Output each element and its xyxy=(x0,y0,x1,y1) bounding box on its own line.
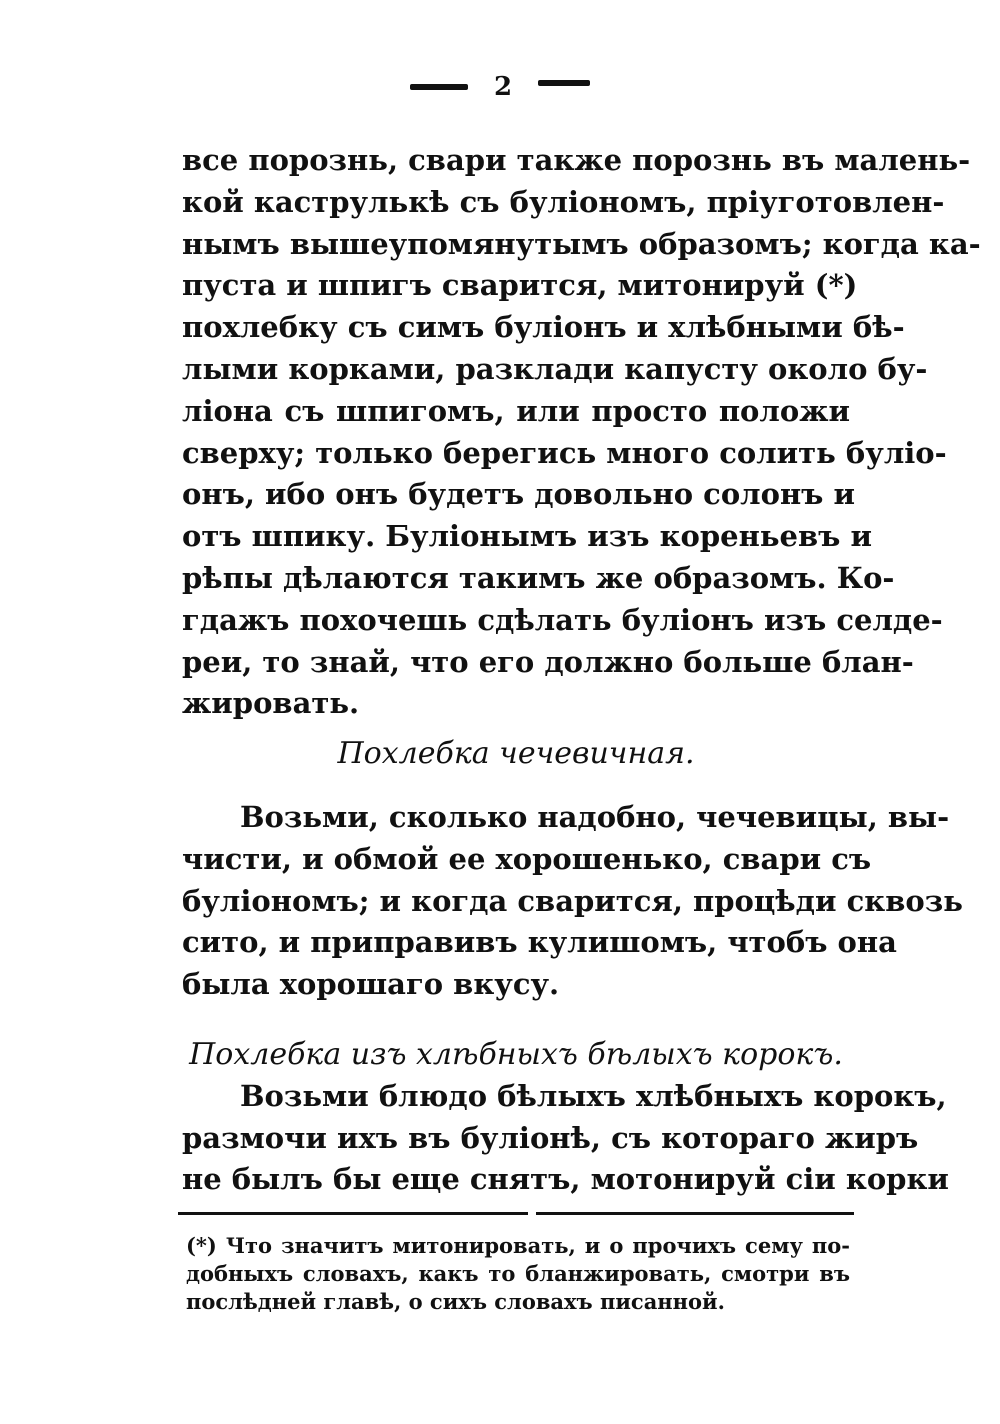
text-line: не былъ бы еще снятъ, мотонируй сіи корки xyxy=(182,1162,949,1197)
text-line: сито, и приправивъ кулишомъ, чтобъ она xyxy=(182,925,897,960)
paragraph-2 xyxy=(182,797,963,1006)
page-header xyxy=(0,74,1000,100)
text-line: Возьми блюдо бѣлыхъ хлѣбныхъ корокъ, xyxy=(240,1078,947,1113)
footnote xyxy=(186,1232,850,1316)
section-heading: Похлебка чечевичная. xyxy=(337,736,695,772)
spacer xyxy=(182,1006,850,1034)
text-line: похлебку съ симъ буліонъ и хлѣбными бѣ- xyxy=(182,310,905,345)
page-number: 2 xyxy=(493,72,513,102)
text-line: пуста и шпигъ сварится, митонируй (*) xyxy=(182,268,858,303)
paragraph-3 xyxy=(182,1076,949,1201)
text-line: ліона съ шпигомъ, или просто положи xyxy=(182,393,850,428)
footnote-rule-right xyxy=(536,1212,854,1215)
footnote-line: (*) Что значитъ митонировать, и о прочихъ сему по- xyxy=(186,1233,850,1258)
header-dash-right xyxy=(538,80,590,86)
text-line: онъ, ибо онъ будетъ довольно солонъ и xyxy=(182,477,856,512)
section-heading: Похлебка изъ хлѣбныхъ бѣлыхъ корокъ. xyxy=(189,1036,843,1072)
text-line: буліономъ; и когда сварится, процѣди сквозь xyxy=(182,883,963,918)
text-line: размочи ихъ въ буліонѣ, съ котораго жиръ xyxy=(182,1120,919,1155)
text-line: все порознь, свари также порознь въ малень- xyxy=(182,143,971,177)
text-line: нымъ вышеупомянутымъ образомъ; когда ка- xyxy=(182,226,981,261)
header-dash-left xyxy=(410,84,468,90)
text-line: чисти, и обмой ее хорошенько, свари съ xyxy=(182,841,872,876)
text-line: рѣпы дѣлаются такимъ же образомъ. Ко- xyxy=(182,560,895,595)
footnote-line: добныхъ словахъ, какъ то бланжировать, смотри въ xyxy=(186,1261,850,1286)
text-line: отъ шпику. Буліонымъ изъ кореньевъ и xyxy=(182,519,872,554)
footnote-line: послѣдней главѣ, о сихъ словахъ писанной. xyxy=(186,1289,725,1314)
text-line: лыми корками, разклади капусту около бу- xyxy=(182,351,928,386)
text-line: кой каструлькѣ съ буліономъ, пріуготовлен- xyxy=(182,184,945,219)
text-line: гдажъ похочешь сдѣлать буліонъ изъ селде- xyxy=(182,602,943,637)
footnote-rule-left xyxy=(178,1212,528,1215)
text-line: Возьми, сколько надобно, чечевицы, вы- xyxy=(240,799,950,834)
text-line: жировать. xyxy=(182,686,360,721)
text-line: реи, то знай, что его должно больше блан- xyxy=(182,644,914,679)
paragraph-1 xyxy=(182,140,981,725)
main-text xyxy=(182,140,981,1201)
text-line: сверху; только берегись много солить буліо- xyxy=(182,435,947,470)
footnote-rule xyxy=(178,1212,854,1215)
text-line: была хорошаго вкусу. xyxy=(182,967,560,1002)
